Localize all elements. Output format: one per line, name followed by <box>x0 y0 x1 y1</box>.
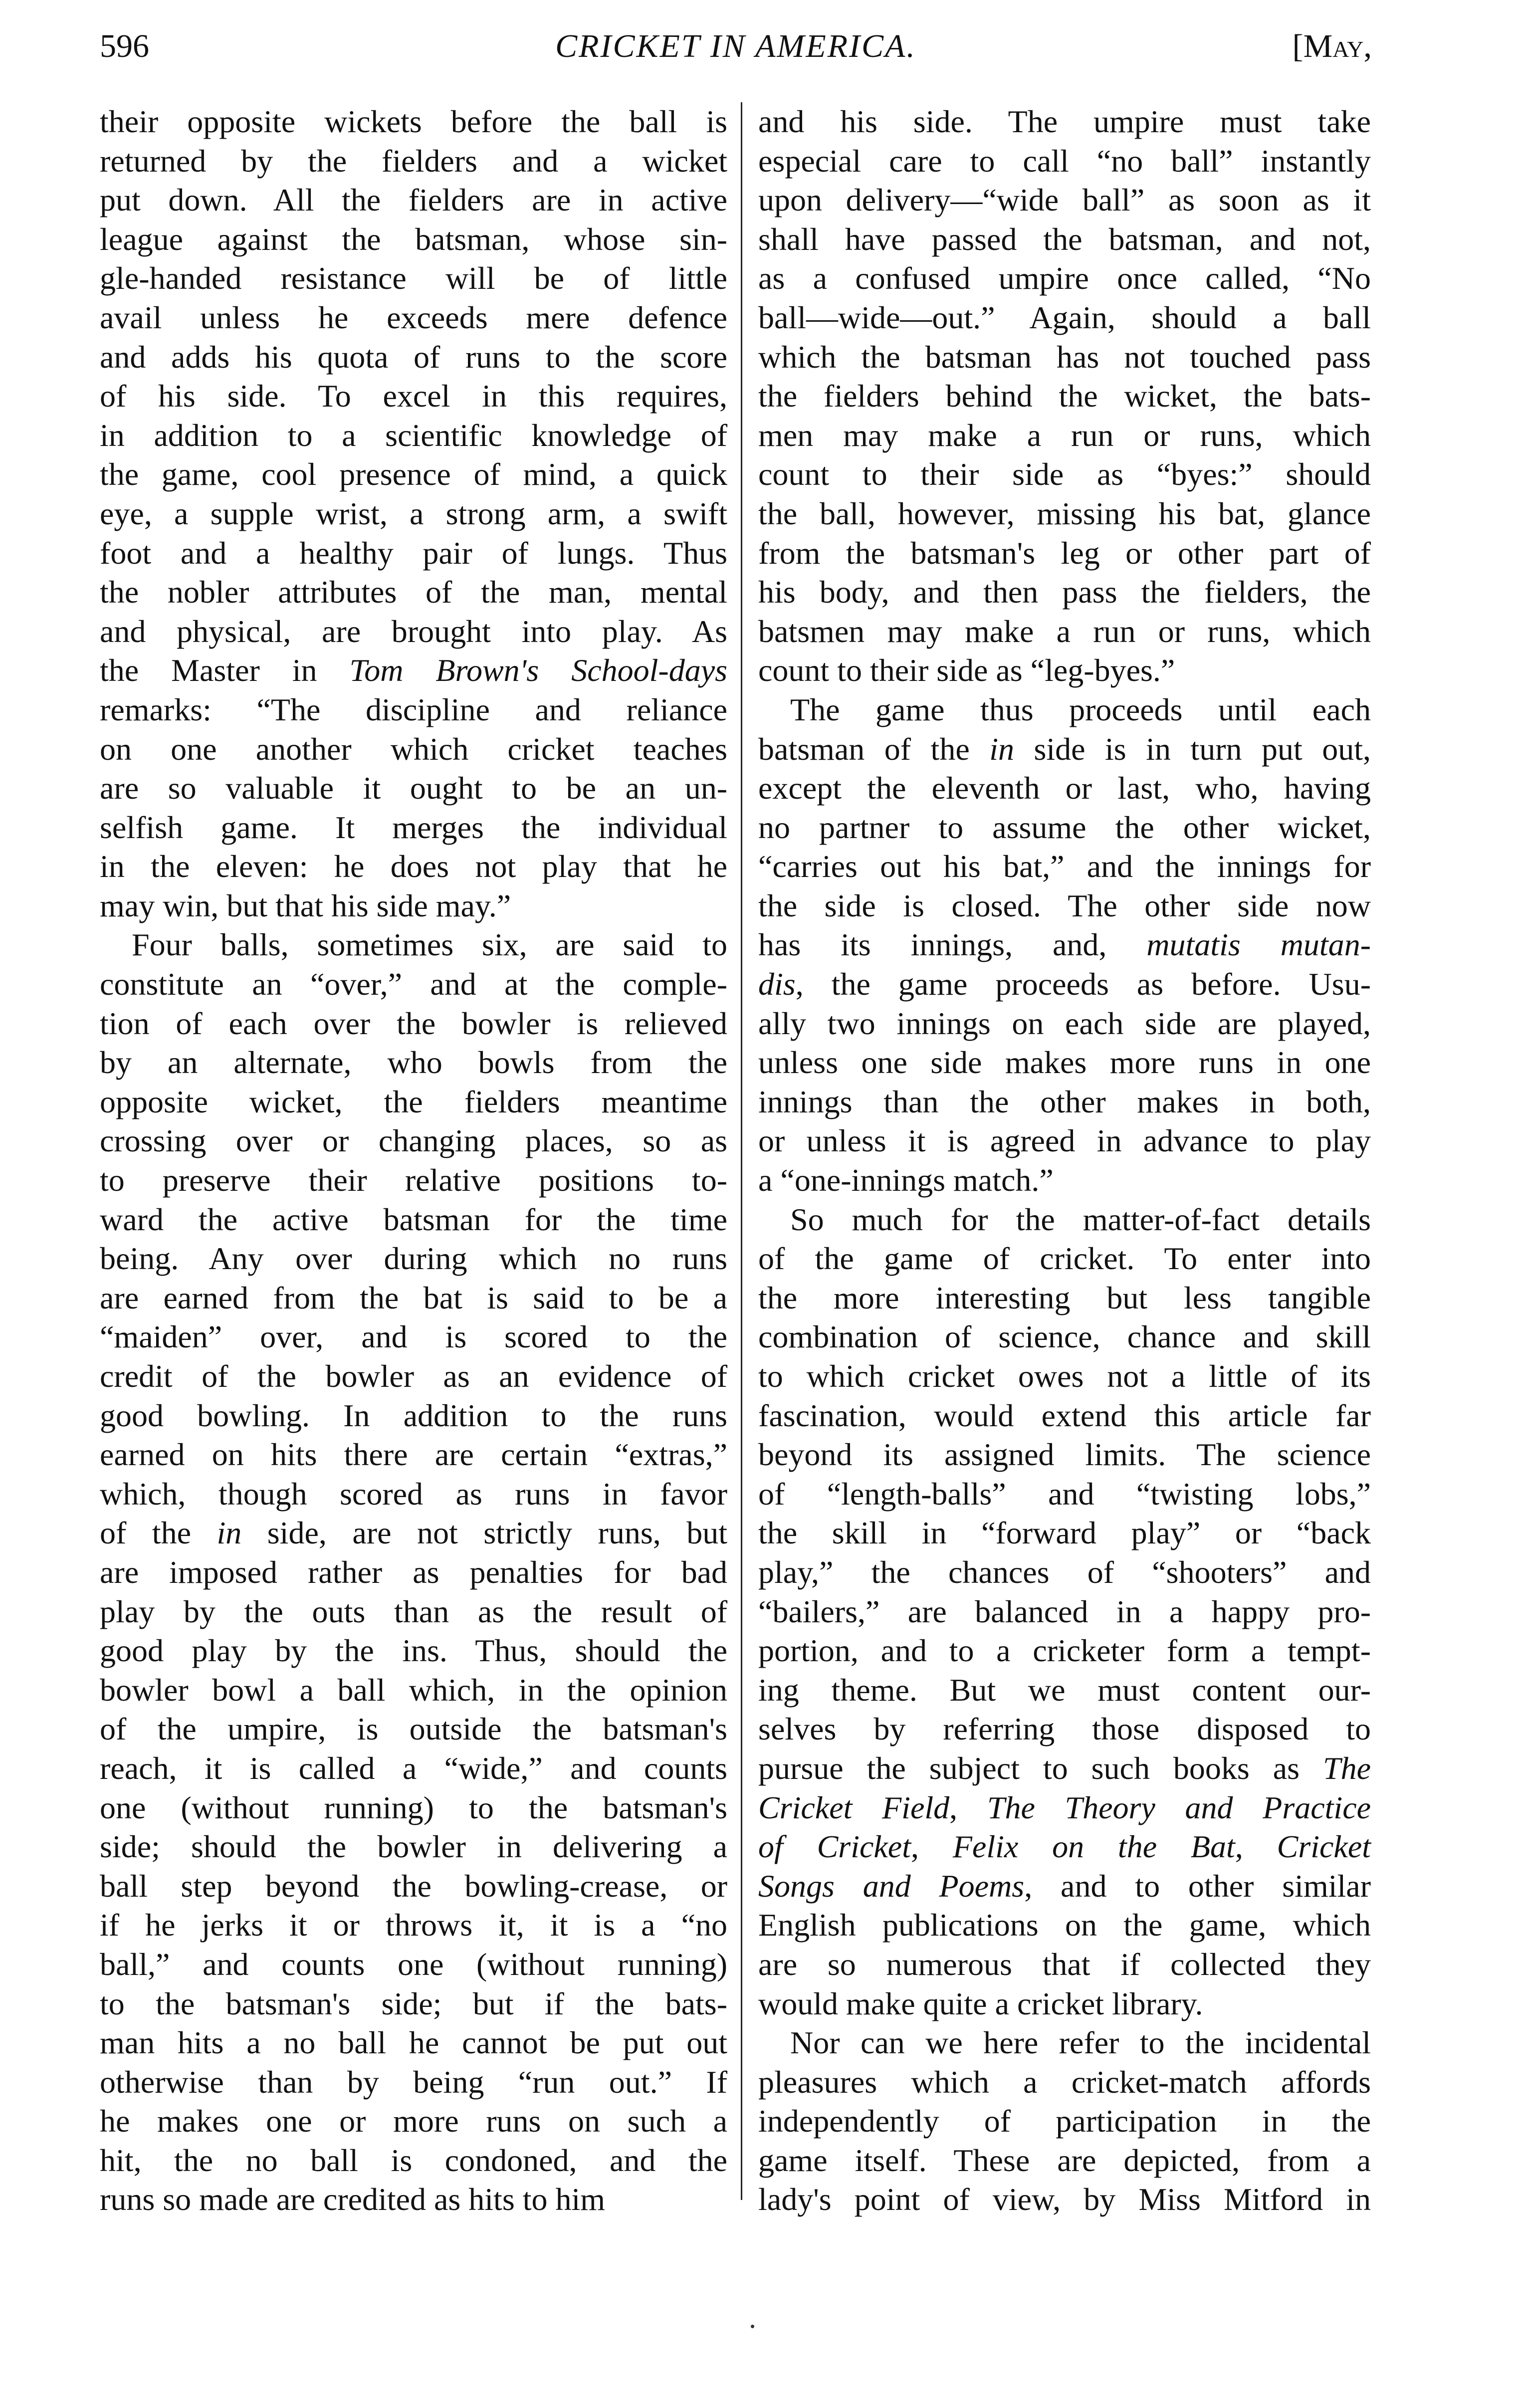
running-title: CRICKET IN AMERICA. <box>555 28 916 64</box>
text-line: game itself. These are depicted, from a <box>758 2142 1371 2178</box>
text-line: reach, it is called a “wide,” and counts <box>100 1750 727 1786</box>
text-line: avail unless he exceeds mere defence <box>100 299 727 335</box>
text-line: fascination, would extend this article far <box>758 1397 1371 1433</box>
text-line: play,” the chances of “shooters” and <box>758 1554 1371 1590</box>
text-line: combination of science, chance and skill <box>758 1319 1371 1355</box>
text-line: side; should the bowler in delivering a <box>100 1829 727 1865</box>
text-line: of the in side, are not strictly runs, but <box>100 1515 728 1551</box>
text-line: opposite wicket, the fielders meantime <box>100 1084 727 1119</box>
text-line: dis, the game proceeds as before. Usu- <box>758 966 1371 1002</box>
text-line: of his side. To excel in this requires, <box>100 378 727 414</box>
text-line: the ball, however, missing his bat, glance <box>758 495 1371 531</box>
text-line: gle-handed resistance will be of little <box>100 260 727 296</box>
text-line: returned by the fielders and a wicket <box>100 143 727 179</box>
text-line: pursue the subject to such books as The <box>758 1750 1371 1786</box>
page-speck <box>751 2325 754 2328</box>
italic-title: of Cricket <box>758 1829 911 1865</box>
text-line: the side is closed. The other side now <box>758 887 1371 923</box>
text-line: of the game of cricket. To enter into <box>758 1241 1371 1277</box>
text-line: Cricket Field, The Theory and Practice <box>758 1789 1371 1825</box>
text-line: are so valuable it ought to be an un- <box>100 770 727 806</box>
text-line: to preserve their relative positions to- <box>100 1162 727 1198</box>
left-column <box>100 102 727 2219</box>
text-line: pleasures which a cricket-match affords <box>758 2064 1371 2100</box>
text-line: would make quite a cricket library. <box>758 1985 1203 2021</box>
issue-month: [May, <box>1292 28 1372 64</box>
text-line: are so numerous that if collected they <box>758 1946 1371 1982</box>
text-line: play by the outs than as the result of <box>100 1593 727 1629</box>
text-line: of the umpire, is outside the batsman's <box>100 1711 727 1747</box>
text-line: foot and a healthy pair of lungs. Thus <box>100 535 727 571</box>
italic-title: Felix on the Bat <box>952 1829 1235 1865</box>
column-divider <box>741 102 742 2200</box>
text-line: in the eleven: he does not play that he <box>100 849 727 884</box>
text-line: “bailers,” are balanced in a happy pro- <box>758 1593 1371 1629</box>
running-header <box>100 27 1372 82</box>
text-line: their opposite wickets before the ball is <box>100 104 727 139</box>
text-line: by an alternate, who bowls from the <box>100 1045 727 1081</box>
text-line: he makes one or more runs on such a <box>100 2103 727 2139</box>
text-line: are imposed rather as penalties for bad <box>100 1554 727 1590</box>
text-line: except the eleventh or last, who, having <box>758 770 1371 806</box>
text-line: good play by the ins. Thus, should the <box>100 1633 727 1669</box>
text-line: the nobler attributes of the man, mental <box>100 574 727 610</box>
text-line: credit of the bowler as an evidence of <box>100 1358 727 1394</box>
text-line: hit, the no ball is condoned, and the <box>100 2142 727 2178</box>
text-line: has its innings, and, mutatis mutan- <box>758 927 1371 963</box>
text-line: put down. All the fielders are in active <box>100 182 727 218</box>
italic-title: mutatis mutan- <box>1146 927 1371 963</box>
text-line: count to their side as “leg-byes.” <box>758 653 1175 688</box>
text-line: selfish game. It merges the individual <box>100 809 727 845</box>
text-line: count to their side as “byes:” should <box>758 456 1371 492</box>
text-line: Four balls, sometimes six, are said to <box>132 927 727 963</box>
text-line: “maiden” over, and is scored to the <box>100 1319 727 1355</box>
text-line: and physical, are brought into play. As <box>100 613 727 649</box>
text-line: the skill in “forward play” or “back <box>758 1515 1371 1551</box>
text-line: selves by referring those disposed to <box>758 1711 1371 1747</box>
italic-title: in <box>217 1515 242 1551</box>
text-line: on one another which cricket teaches <box>100 731 727 767</box>
text-line: shall have passed the batsman, and not, <box>758 221 1371 257</box>
text-line: which, though scored as runs in favor <box>100 1476 727 1512</box>
text-line: earned on hits there are certain “extras,” <box>100 1437 727 1473</box>
text-line: Songs and Poems, and to other similar <box>758 1868 1371 1904</box>
text-line: to which cricket owes not a little of its <box>758 1358 1371 1394</box>
text-line: especial care to call “no ball” instantly <box>758 143 1371 179</box>
text-line: batsman of the in side is in turn put out, <box>758 731 1371 767</box>
text-line: eye, a supple wrist, a strong arm, a swift <box>100 495 727 531</box>
text-line: portion, and to a cricketer form a tempt- <box>758 1633 1371 1669</box>
text-line: beyond its assigned limits. The science <box>758 1437 1371 1473</box>
text-line: ball—wide—out.” Again, should a ball <box>758 299 1371 335</box>
text-line: ally two innings on each side are played, <box>758 1005 1371 1041</box>
italic-title: dis <box>758 966 796 1002</box>
text-line: from the batsman's leg or other part of <box>758 535 1371 571</box>
text-line: innings than the other makes in both, <box>758 1084 1371 1119</box>
text-line: which the batsman has not touched pass <box>758 339 1371 375</box>
text-line: and his side. The umpire must take <box>758 104 1371 139</box>
text-line: the fielders behind the wicket, the bats- <box>758 378 1371 414</box>
italic-title: Tom Brown's School-days <box>349 653 728 688</box>
text-line: of “length-balls” and “twisting lobs,” <box>758 1476 1371 1512</box>
text-line: “carries out his bat,” and the innings for <box>758 849 1371 884</box>
text-line: league against the batsman, whose sin- <box>100 221 727 257</box>
italic-title: The Theory and Practice <box>987 1789 1371 1825</box>
text-line: the more interesting but less tangible <box>758 1280 1371 1315</box>
text-line: batsmen may make a run or runs, which <box>758 613 1371 649</box>
page-number: 596 <box>100 28 149 64</box>
italic-title: Cricket <box>1277 1829 1371 1865</box>
text-line: upon delivery—“wide ball” as soon as it <box>758 182 1371 218</box>
text-line: his body, and then pass the fielders, the <box>758 574 1371 610</box>
text-line: in addition to a scientific knowledge of <box>100 417 727 453</box>
text-line: and adds his quota of runs to the score <box>100 339 727 375</box>
text-line: The game thus proceeds until each <box>790 691 1371 727</box>
text-line: bowler bowl a ball which, in the opinion <box>100 1672 727 1708</box>
text-line: ing theme. But we must content our- <box>758 1672 1371 1708</box>
text-line: ball step beyond the bowling-crease, or <box>100 1868 727 1904</box>
text-line: may win, but that his side may.” <box>100 887 511 923</box>
text-line: good bowling. In addition to the runs <box>100 1397 727 1433</box>
text-line: man hits a no ball he cannot be put out <box>100 2025 727 2061</box>
text-line: ward the active batsman for the time <box>100 1201 727 1237</box>
text-line: are earned from the bat is said to be a <box>100 1280 727 1315</box>
text-line: if he jerks it or throws it, it is a “no <box>100 1907 727 1943</box>
text-line: a “one-innings match.” <box>758 1162 1054 1198</box>
text-line: one (without running) to the batsman's <box>100 1789 727 1825</box>
text-line: to the batsman's side; but if the bats- <box>100 1985 727 2021</box>
text-line: the Master in Tom Brown's School-days <box>100 653 728 688</box>
right-column <box>758 102 1371 2219</box>
text-line: the game, cool presence of mind, a quick <box>100 456 727 492</box>
italic-title: Songs and Poems <box>758 1868 1025 1904</box>
text-line: runs so made are credited as hits to him <box>100 2182 606 2217</box>
text-line: as a confused umpire once called, “No <box>758 260 1371 296</box>
text-line: of Cricket, Felix on the Bat, Cricket <box>758 1829 1371 1865</box>
text-line: lady's point of view, by Miss Mitford in <box>758 2182 1371 2217</box>
text-line: ball,” and counts one (without running) <box>100 1946 727 1982</box>
text-line: English publications on the game, which <box>758 1907 1371 1943</box>
text-line: or unless it is agreed in advance to play <box>758 1123 1371 1159</box>
text-line: tion of each over the bowler is relieved <box>100 1005 727 1041</box>
text-line: unless one side makes more runs in one <box>758 1045 1371 1081</box>
text-line: independently of participation in the <box>758 2103 1371 2139</box>
text-line: remarks: “The discipline and reliance <box>100 691 727 727</box>
text-line: So much for the matter-of-fact details <box>790 1201 1371 1237</box>
text-line: crossing over or changing places, so as <box>100 1123 727 1159</box>
italic-title: in <box>989 731 1014 767</box>
italic-title: The <box>1323 1750 1371 1786</box>
italic-title: Cricket Field <box>758 1789 950 1825</box>
text-line: men may make a run or runs, which <box>758 417 1371 453</box>
text-line: Nor can we here refer to the incidental <box>790 2025 1371 2061</box>
text-line: constitute an “over,” and at the comple- <box>100 966 727 1002</box>
text-line: no partner to assume the other wicket, <box>758 809 1371 845</box>
text-line: otherwise than by being “run out.” If <box>100 2064 727 2100</box>
text-line: being. Any over during which no runs <box>100 1241 727 1277</box>
